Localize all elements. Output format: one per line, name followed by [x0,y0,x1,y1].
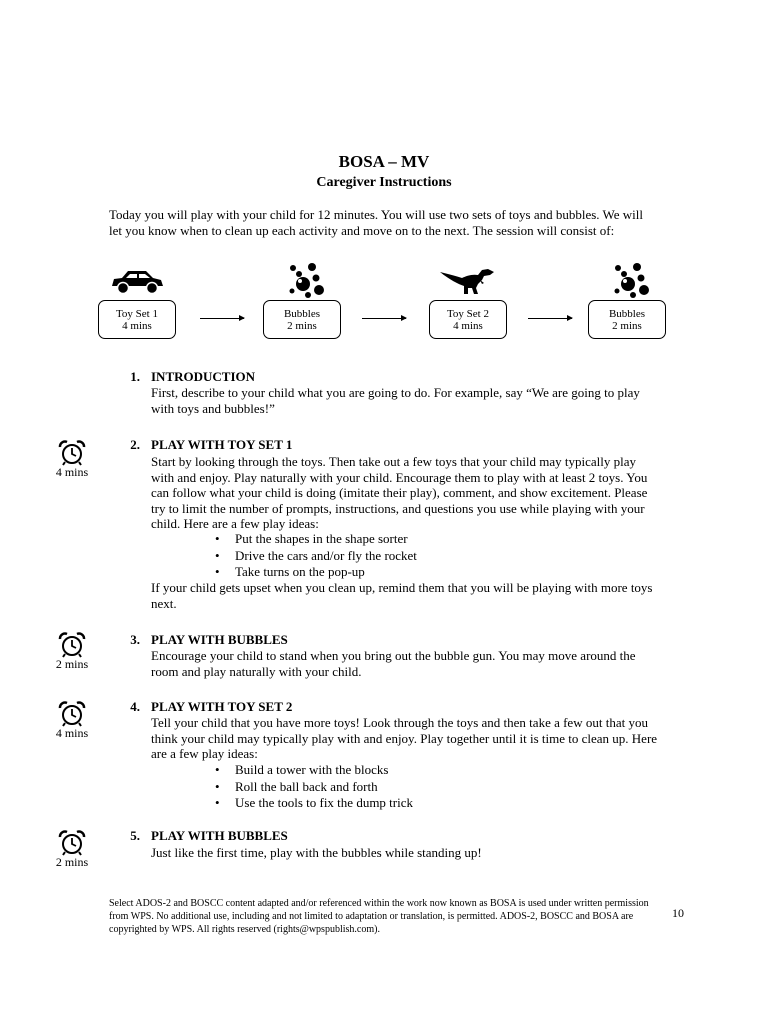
list-item [215,762,413,779]
alarm-clock-icon [57,701,87,727]
alarm-clock-icon [57,830,87,856]
play-ideas-list [215,531,417,581]
section-text: Just like the first time, play with the bubbles while standing up! [151,845,482,860]
list-item-text: Use the tools to fix the dump trick [235,795,414,810]
flow-box-label: Bubbles [608,308,646,320]
play-ideas-list [215,762,414,812]
flow-arrow [200,318,244,319]
bubbles-icon [286,261,326,299]
section-heading: INTRODUCTION [151,369,256,384]
section-number: 2. [130,437,140,452]
bullet-marker: • [215,762,220,777]
section-heading: PLAY WITH BUBBLES [151,632,288,647]
copyright-footer: Select ADOS-2 and BOSCC content adapted and/or referenced within the work now known as BOSA is used under written permission from WPS. No additional use, including and not limited to adaptation or translation, is permitted. ADOS-2, BOSCC and BOSA are copyrighted by WPS. All rights reserved (rights@wpspublish.com). [109,898,649,935]
duration-label: 2 mins [55,657,89,671]
flow-box-duration: 2 mins [612,320,642,332]
list-item-text: Put the shapes in the shape sorter [235,531,408,546]
alarm-clock-icon [57,440,87,466]
flow-box-duration: 4 mins [453,320,483,332]
flow-box-bubbles [588,300,666,339]
section-text: Tell your child that you have more toys! Look through the toys and then take a few out that you think your child may typically play with and enjoy. Play together until it is time to clean up. Here are a few play ideas: [151,715,658,761]
bullet-marker: • [215,795,220,810]
list-item [215,778,413,796]
alarm-clock-icon [57,632,87,658]
document-title: BOSA – MV [338,152,430,171]
bullet-marker: • [215,547,220,563]
section-number: 5. [130,828,140,843]
duration-label: 4 mins [55,465,89,479]
flow-box-label: Toy Set 1 [115,308,158,320]
bubbles-icon [611,261,651,299]
page-number: 10 [672,906,684,920]
dinosaur-icon [438,266,496,298]
intro-paragraph: Today you will play with your child for 12 minutes. You will use two sets of toys and bubbles. We will let you know when to clean up each activity and move on to the next. The session will consist of: [109,207,644,238]
list-item [215,564,417,581]
flow-box-toy-set-2 [429,300,507,339]
list-item [215,531,417,548]
section-number: 3. [130,632,140,647]
list-item-text: Build a tower with the blocks [235,762,389,777]
duration-label: 2 mins [55,855,89,869]
list-item-text: Roll the ball back and forth [235,778,378,794]
flow-box-duration: 2 mins [287,320,317,332]
section-number: 4. [130,699,140,714]
flow-box-toy-set-1 [98,300,176,339]
section-heading: PLAY WITH TOY SET 2 [151,699,293,714]
bullet-marker: • [215,531,220,546]
section-number: 1. [130,369,140,384]
flow-box-label: Toy Set 2 [446,308,489,320]
bullet-marker: • [215,564,220,579]
document-subtitle: Caregiver Instructions [316,175,452,190]
section-heading: PLAY WITH TOY SET 1 [151,437,293,452]
flow-arrow [362,318,406,319]
list-item-text: Drive the cars and/or fly the rocket [235,547,417,563]
section-text: Encourage your child to stand when you bring out the bubble gun. You may move around the room and play naturally with your child. [151,648,636,679]
bullet-marker: • [215,778,220,794]
list-item [215,795,414,812]
flow-box-bubbles [263,300,341,339]
flow-box-duration: 4 mins [122,320,152,332]
duration-label: 4 mins [55,726,89,740]
section-followup-text: If your child gets upset when you clean up, remind them that you will be playing with more toys next. [151,580,653,611]
list-item [215,547,417,565]
car-icon [108,268,166,296]
section-text: First, describe to your child what you are going to do. For example, say “We are going to play with toys and bubbles!” [151,385,640,416]
flow-box-label: Bubbles [283,308,321,320]
flow-arrow [528,318,572,319]
section-text: Start by looking through the toys. Then take out a few toys that your child may typically play with and enjoy. Play naturally with your child. Encourage them to play with at least 2 toys. You can follow what your child is doing (imitate their play), comment, and show excitement. Please try to limit the number of prompts, instructions, and questions you use while playing with your child. Here are a few play ideas: [151,454,648,531]
list-item-text: Take turns on the pop-up [235,564,365,579]
section-heading: PLAY WITH BUBBLES [151,828,288,843]
